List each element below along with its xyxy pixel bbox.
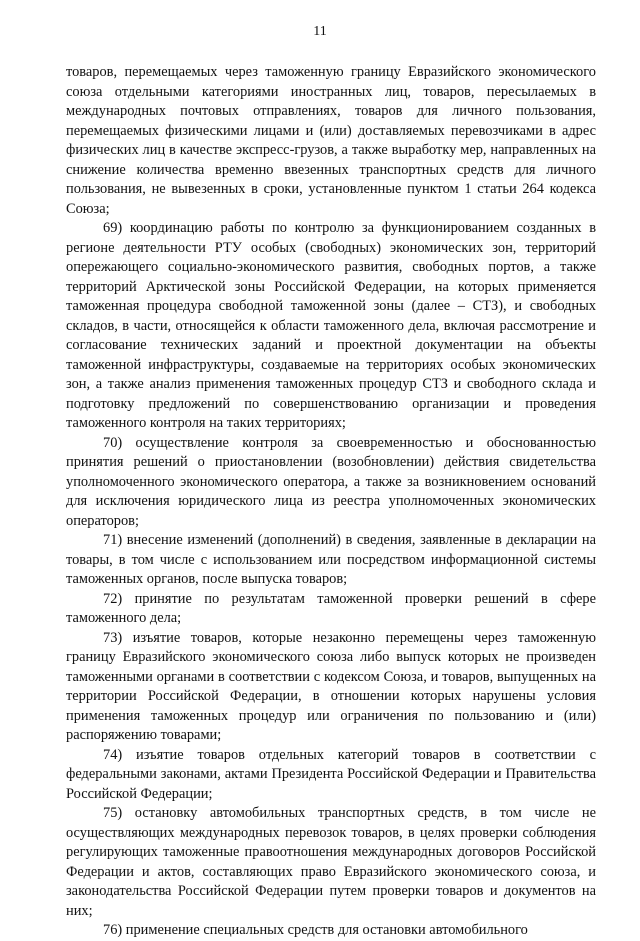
paragraph-71: 71) внесение изменений (дополнений) в сведения, заявленные в декларации на товары, в том числе с использованием или посредством информационной системы таможенных органов, после выпуска товаров; <box>66 532 596 587</box>
paragraph-70: 70) осуществление контроля за своевременностью и обоснованностью принятия решений о приостановлении (возобновлении) действия свидетельства уполномоченного экономического оператора, а также за возникновением оснований для исключения юридического лица из реестра уполномоченных экономических операторов; <box>66 434 596 529</box>
paragraph-76: 76) применение специальных средств для остановки автомобильного <box>103 922 528 938</box>
paragraph-75: 75) остановку автомобильных транспортных средств, в том числе не осуществляющих международных перевозок товаров, в целях проверки соблюдения регулирующих таможенные правоотношения международных договоров Российской Федерации и актов, составляющих право Евразийского экономического союза, и законодательства Российской Федерации путем проверки товаров и документов на них; <box>66 805 596 919</box>
page-number: 11 <box>313 24 327 39</box>
paragraph-74: 74) изъятие товаров отдельных категорий товаров в соответствии с федеральными законами, актами Президента Российской Федерации и Правительства Российской Федерации; <box>66 746 596 802</box>
paragraph-72: 72) принятие по результатам таможенной проверки решений в сфере таможенного дела; <box>66 590 596 626</box>
paragraph-69: 69) координацию работы по контролю за функционированием созданных в регионе деятельности РТУ особых (свободных) экономических зон, территорий опережающего социально-экономического развития, свободных портов, а также территорий Арктической зоны Российской Федерации, на которых применяется таможенная процедура свободной таможенной зоны (далее – СТЗ), и свободных складов, в части, относящейся к области таможенного дела, включая рассмотрение и согласование технических заданий и проектной документации на объекты таможенной инфраструктуры, создаваемые на территориях особых экономических зон, а также анализ применения таможенных процедур СТЗ и свободного склада и подготовку предложений по совершенствованию организации и проведения таможенного контроля на таких территориях; <box>66 220 596 431</box>
paragraph-73: 73) изъятие товаров, которые незаконно перемещены через таможенную границу Евразийского экономического союза либо выпуск которых не произведен таможенными органами в соответствии с кодексом Союза, и товаров, выпущенных на территории Российской Федерации, в отношении которых нарушены условия применения таможенных процедур или ограничения по пользованию и (или) распоряжению товарами; <box>66 629 596 743</box>
paragraph-continuation: товаров, перемещаемых через таможенную границу Евразийского экономического союза отдельными категориями иностранных лиц, товаров, пересылаемых в международных почтовых отправлениях, товаров для личного пользования, перемещаемых физическими лицами и (или) доставляемых перевозчиками в адрес физических лиц в качестве экспресс-грузов, а также выработку мер, направленных на снижение количества временно ввезенных транспортных средств для личного пользования, не вывезенных в сроки, установленные пунктом 1 статьи 264 кодекса Союза; <box>66 64 596 217</box>
document-body <box>66 63 596 941</box>
